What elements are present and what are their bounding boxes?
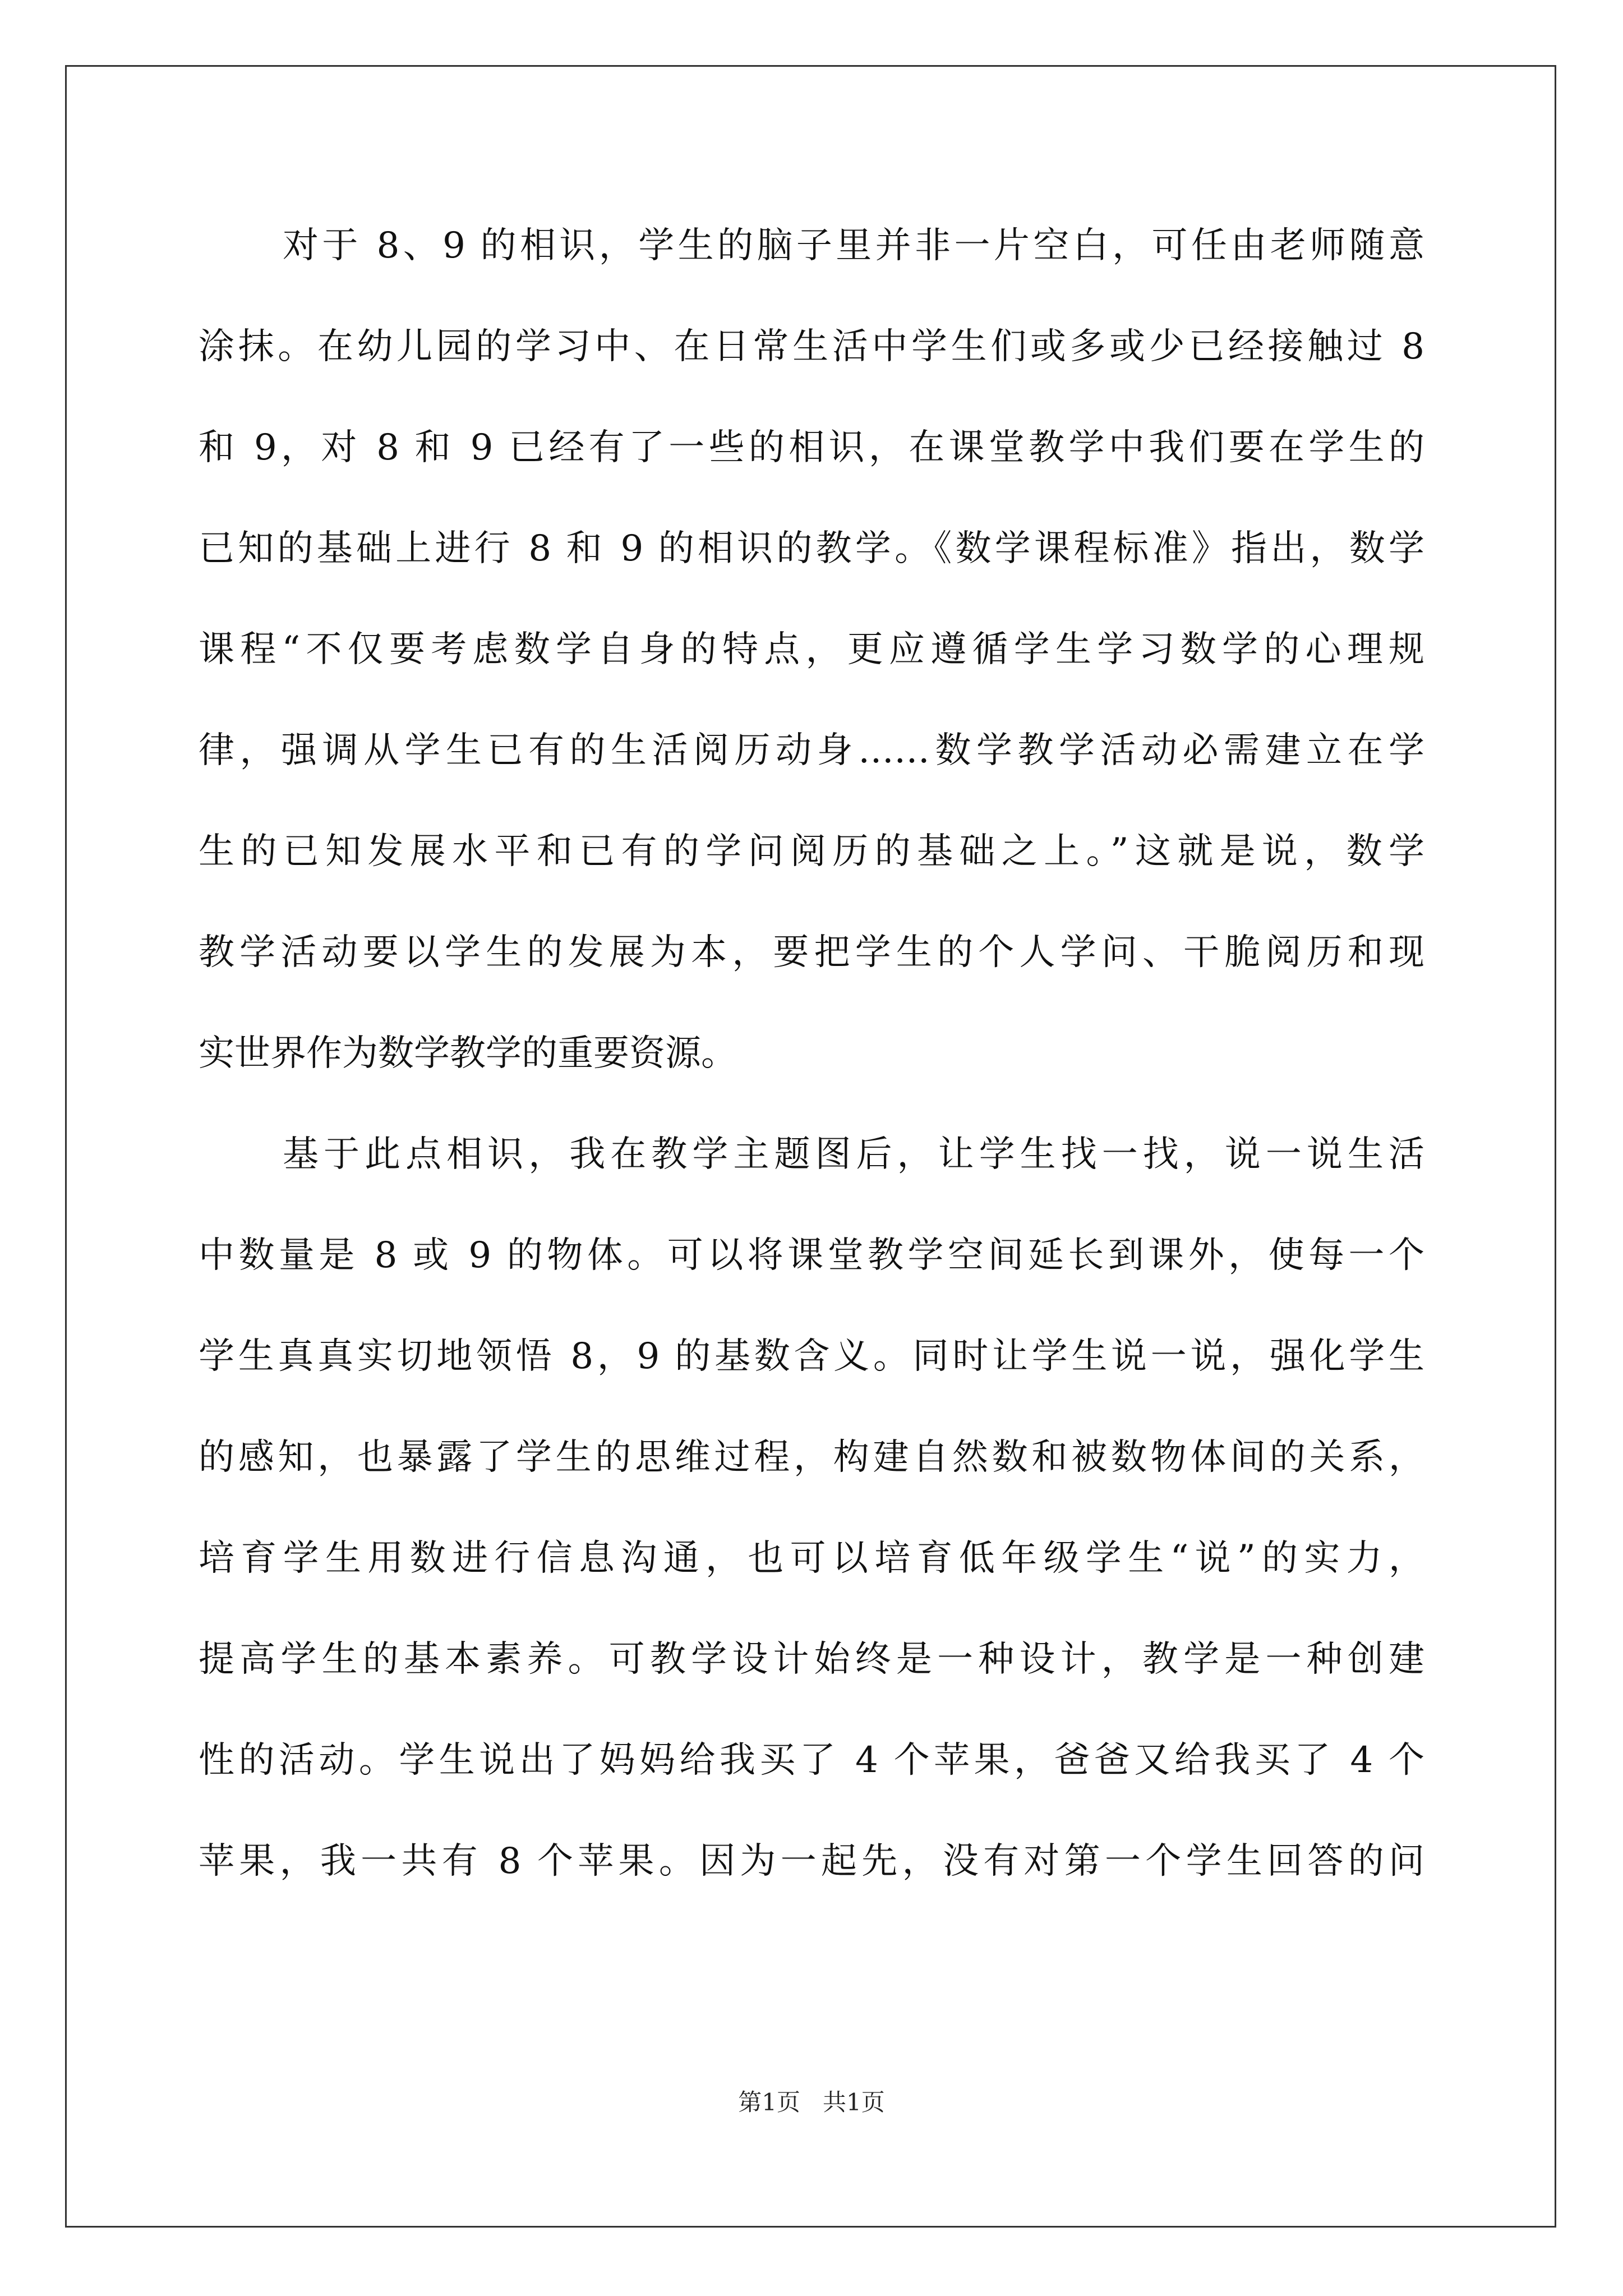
paragraph-1 [199,212,1424,1121]
text-line: 已知的基础上进行 8 和 9 的相识的教学。《数学课程标准》指出，数学 [199,528,1424,569]
paragraph-2 [199,1121,1424,1929]
text-line: 培育学生用数进行信息沟通，也可以培育低年级学生“说”的实力， [199,1538,1424,1579]
document-body [199,212,1424,1929]
text-line: 苹果，我一共有 8 个苹果。因为一起先，没有对第一个学生回答的问 [199,1841,1424,1882]
text-line: 基于此点相识，我在教学主题图后，让学生找一找，说一说生活 [283,1134,1424,1175]
text-line: 实世界作为数学教学的重要资源。 [199,1033,737,1074]
text-line: 学生真真实切地领悟 8，9 的基数含义。同时让学生说一说，强化学生 [199,1336,1424,1377]
text-line: 课程“不仅要考虑数学自身的特点，更应遵循学生学习数学的心理规 [199,629,1424,670]
page-footer: 第1页 共1页 [738,2088,885,2116]
text-line: 性的活动。学生说出了妈妈给我买了 4 个苹果，爸爸又给我买了 4 个 [199,1740,1424,1781]
text-line: 和 9，对 8 和 9 已经有了一些的相识，在课堂教学中我们要在学生的 [199,427,1424,468]
text-line: 涂抹。在幼儿园的学习中、在日常生活中学生们或多或少已经接触过 8 [199,326,1424,367]
text-line: 对于 8、9 的相识，学生的脑子里并非一片空白，可任由老师随意 [283,225,1424,266]
text-line: 提高学生的基本素养。可教学设计始终是一种设计，教学是一种创建 [199,1639,1424,1680]
text-line: 的感知，也暴露了学生的思维过程，构建自然数和被数物体间的关系， [199,1437,1424,1478]
text-line: 律，强调从学生已有的生活阅历动身……数学教学活动必需建立在学 [199,730,1424,771]
text-line: 生的已知发展水平和已有的学问阅历的基础之上。”这就是说，数学 [199,831,1424,872]
text-line: 中数量是 8 或 9 的物体。可以将课堂教学空间延长到课外，使每一个 [199,1235,1424,1276]
text-line: 教学活动要以学生的发展为本，要把学生的个人学问、干脆阅历和现 [199,932,1424,973]
